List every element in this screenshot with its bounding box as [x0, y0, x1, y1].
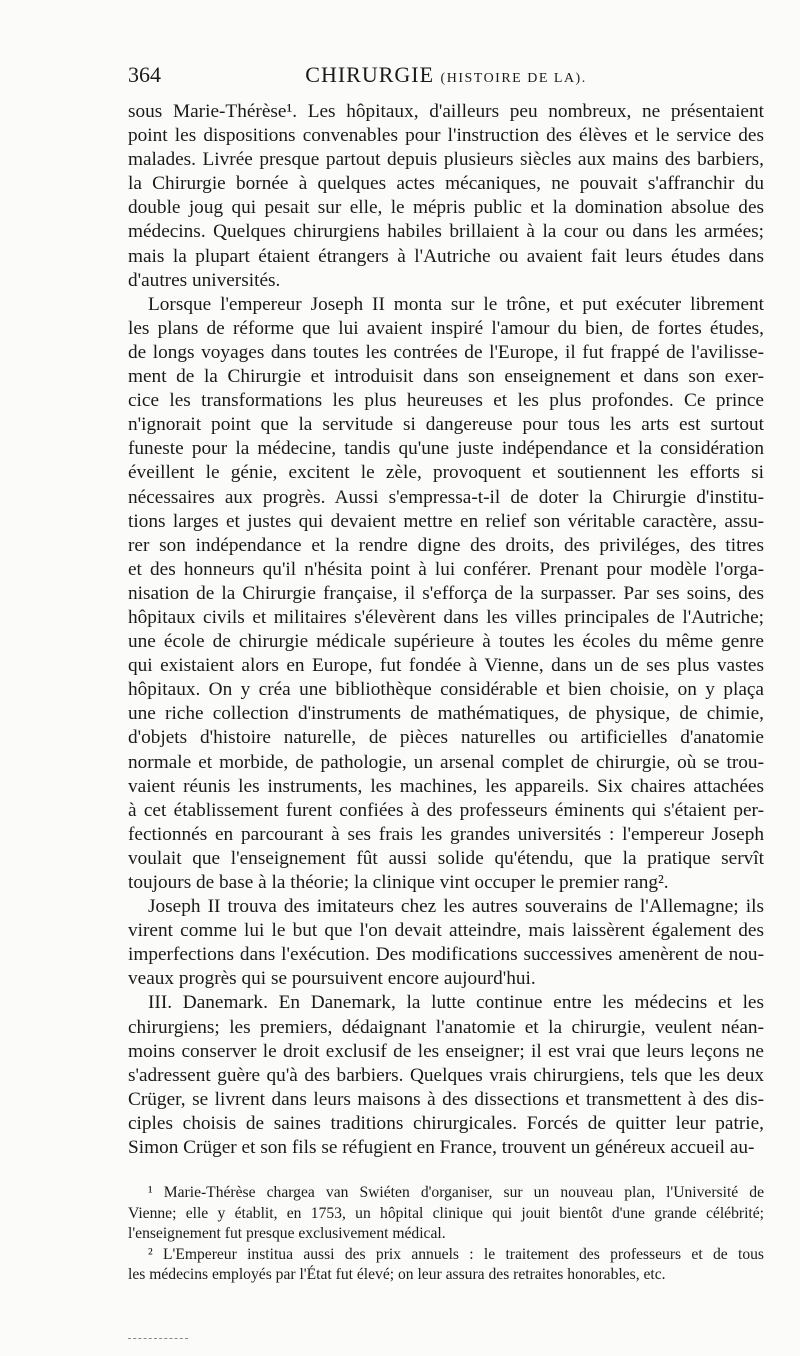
body-line: double joug qui pesait sur elle, le mépris public et la domination absolue des [128, 197, 764, 219]
body-line: tions larges et justes qui devaient mettre en relief son véritable caractère, assu- [128, 510, 764, 532]
body-line: imperfections dans l'exécution. Des modifications successives amenèrent de nou- [128, 944, 764, 966]
body-line: sous Marie-Thérèse¹. Les hôpitaux, d'ailleurs peu nombreux, ne présentaient [128, 101, 764, 122]
body-line: veaux progrès qui se poursuivent encore aujourd'hui. [128, 968, 536, 990]
body-line: nisation de la Chirurgie française, il s'efforça de la surpasser. Par ses soins, des [128, 582, 764, 604]
body-line: médecins. Quelques chirurgiens habiles brillaient à la cour ou dans les armées; [128, 221, 764, 243]
body-line: malades. Livrée presque partout depuis plusieurs siècles aux mains des barbiers, [128, 149, 764, 171]
footnote-line: ¹ Marie-Thérèse chargea van Swiéten d'organiser, sur un nouveau plan, l'Université de [148, 1184, 764, 1201]
body-line: toujours de base à la théorie; la clinique vint occuper le premier rang². [128, 872, 669, 893]
page-number: 364 [128, 62, 161, 87]
body-line: qui existaient alors en Europe, fut fondée à Vienne, dans un de ses plus vastes [128, 655, 764, 677]
footnote-line: les médecins employés par l'État fut élevé; on leur assura des retraites honorables, etc. [128, 1266, 666, 1283]
body-line: point les dispositions convenables pour l'instruction des élèves et le service des [128, 125, 764, 147]
body-line: de longs voyages dans toutes les contrées de l'Europe, il fut frappé de l'avilisse- [128, 341, 764, 363]
body-line: nécessaires aux progrès. Aussi s'empressa-t-il de doter la Chirurgie d'institu- [128, 486, 764, 508]
body-line: voulait que l'enseignement fût aussi solide qu'étendu, que la pratique servît [128, 847, 764, 869]
running-title-sub: (HISTOIRE DE LA). [440, 71, 587, 86]
footnote-line: Vienne; elle y établit, en 1753, un hôpital clinique qui jouit bientôt d'une grande célébrité; [128, 1204, 764, 1222]
body-line: Joseph II trouva des imitateurs chez les autres souverains de l'Allemagne; ils [148, 896, 764, 918]
body-line: Lorsque l'empereur Joseph II monta sur le trône, et put exécuter librement [148, 293, 764, 315]
body-line: Simon Crüger et son fils se réfugient en France, trouvent un généreux accueil au- [128, 1137, 755, 1159]
body-line: vaient réunis les instruments, les machines, les appareils. Six chaires attachées [128, 775, 764, 797]
footnotes [128, 1183, 764, 1286]
body-line: hôpitaux. On y créa une bibliothèque considérable et bien choisie, on y plaça [128, 679, 764, 701]
body-line: hôpitaux civils et militaires s'élevèrent dans les villes principales de l'Autriche; [128, 606, 764, 628]
running-title-main: CHIRURGIE [305, 62, 435, 87]
footnote-line: l'enseignement fut presque exclusivement médical. [128, 1225, 446, 1242]
body-line: funeste pour la médecine, tandis qu'une juste indépendance et la considération [128, 438, 764, 460]
body-line: Crüger, se livrent dans leurs maisons à des dissections et transmettent à des dis- [128, 1088, 764, 1110]
running-header [128, 62, 764, 94]
body-line: la Chirurgie bornée à quelques actes mécaniques, ne pouvait s'affranchir du [128, 173, 764, 195]
body-line: s'adressent guère qu'à des barbiers. Quelques vrais chirurgiens, tels que les deux [128, 1064, 764, 1086]
body-line: rer son indépendance et la rendre digne des droits, des priviléges, des titres [128, 534, 764, 556]
body-line: chirurgiens; les premiers, dédaignant l'anatomie et la chirurgie, veulent néan- [128, 1016, 764, 1038]
body-line: III. Danemark. En Danemark, la lutte continue entre les médecins et les [148, 992, 764, 1014]
body-line: éveillent le génie, excitent le zèle, provoquent et soutiennent les efforts si [128, 462, 764, 484]
body-line: les plans de réforme que lui avaient inspiré l'amour du bien, de fortes études, [128, 317, 764, 339]
body-line: d'objets d'histoire naturelle, de pièces naturelles ou artificielles d'anatomie [128, 727, 764, 749]
body-line: une riche collection d'instruments de mathématiques, de physique, de chimie, [128, 703, 764, 725]
body-text [128, 100, 764, 1160]
running-title [128, 62, 764, 88]
body-line: fectionnés en parcourant à ses frais les grandes universités : l'empereur Joseph [128, 823, 764, 845]
body-line: virent comme lui le but que l'on devait atteindre, mais laissèrent également des [128, 920, 764, 942]
page-edge-mark [128, 1338, 188, 1339]
footnote-line: ² L'Empereur institua aussi des prix annuels : le traitement des professeurs et de tous [148, 1245, 764, 1263]
body-line: une école de chirurgie médicale supérieure à toutes les écoles du même genre [128, 631, 764, 653]
body-line: cice les transformations les plus heureuses et les plus profondes. Ce prince [128, 390, 764, 412]
body-line: ciples choisis de saines traditions chirurgicales. Forcés de quitter leur patrie, [128, 1112, 764, 1134]
body-line: moins conserver le droit exclusif de les enseigner; il est vrai que leurs leçons ne [128, 1040, 764, 1062]
body-line: normale et morbide, de pathologie, un arsenal complet de chirurgie, où se trou- [128, 751, 764, 773]
body-line: n'ignorait point que la servitude si dangereuse pour tous les arts est surtout [128, 414, 764, 436]
body-line: ment de la Chirurgie et introduisit dans son enseignement et dans son exer- [128, 366, 764, 388]
body-line: et des honneurs qu'il n'hésita point à lui conférer. Prenant pour modèle l'orga- [128, 558, 764, 580]
body-line: mais la plupart étaient étrangers à l'Autriche ou avaient fait leurs études dans [128, 245, 764, 267]
body-line: d'autres universités. [128, 269, 281, 291]
body-line: à cet établissement furent confiées à des professeurs éminents qui s'étaient per- [128, 799, 764, 821]
